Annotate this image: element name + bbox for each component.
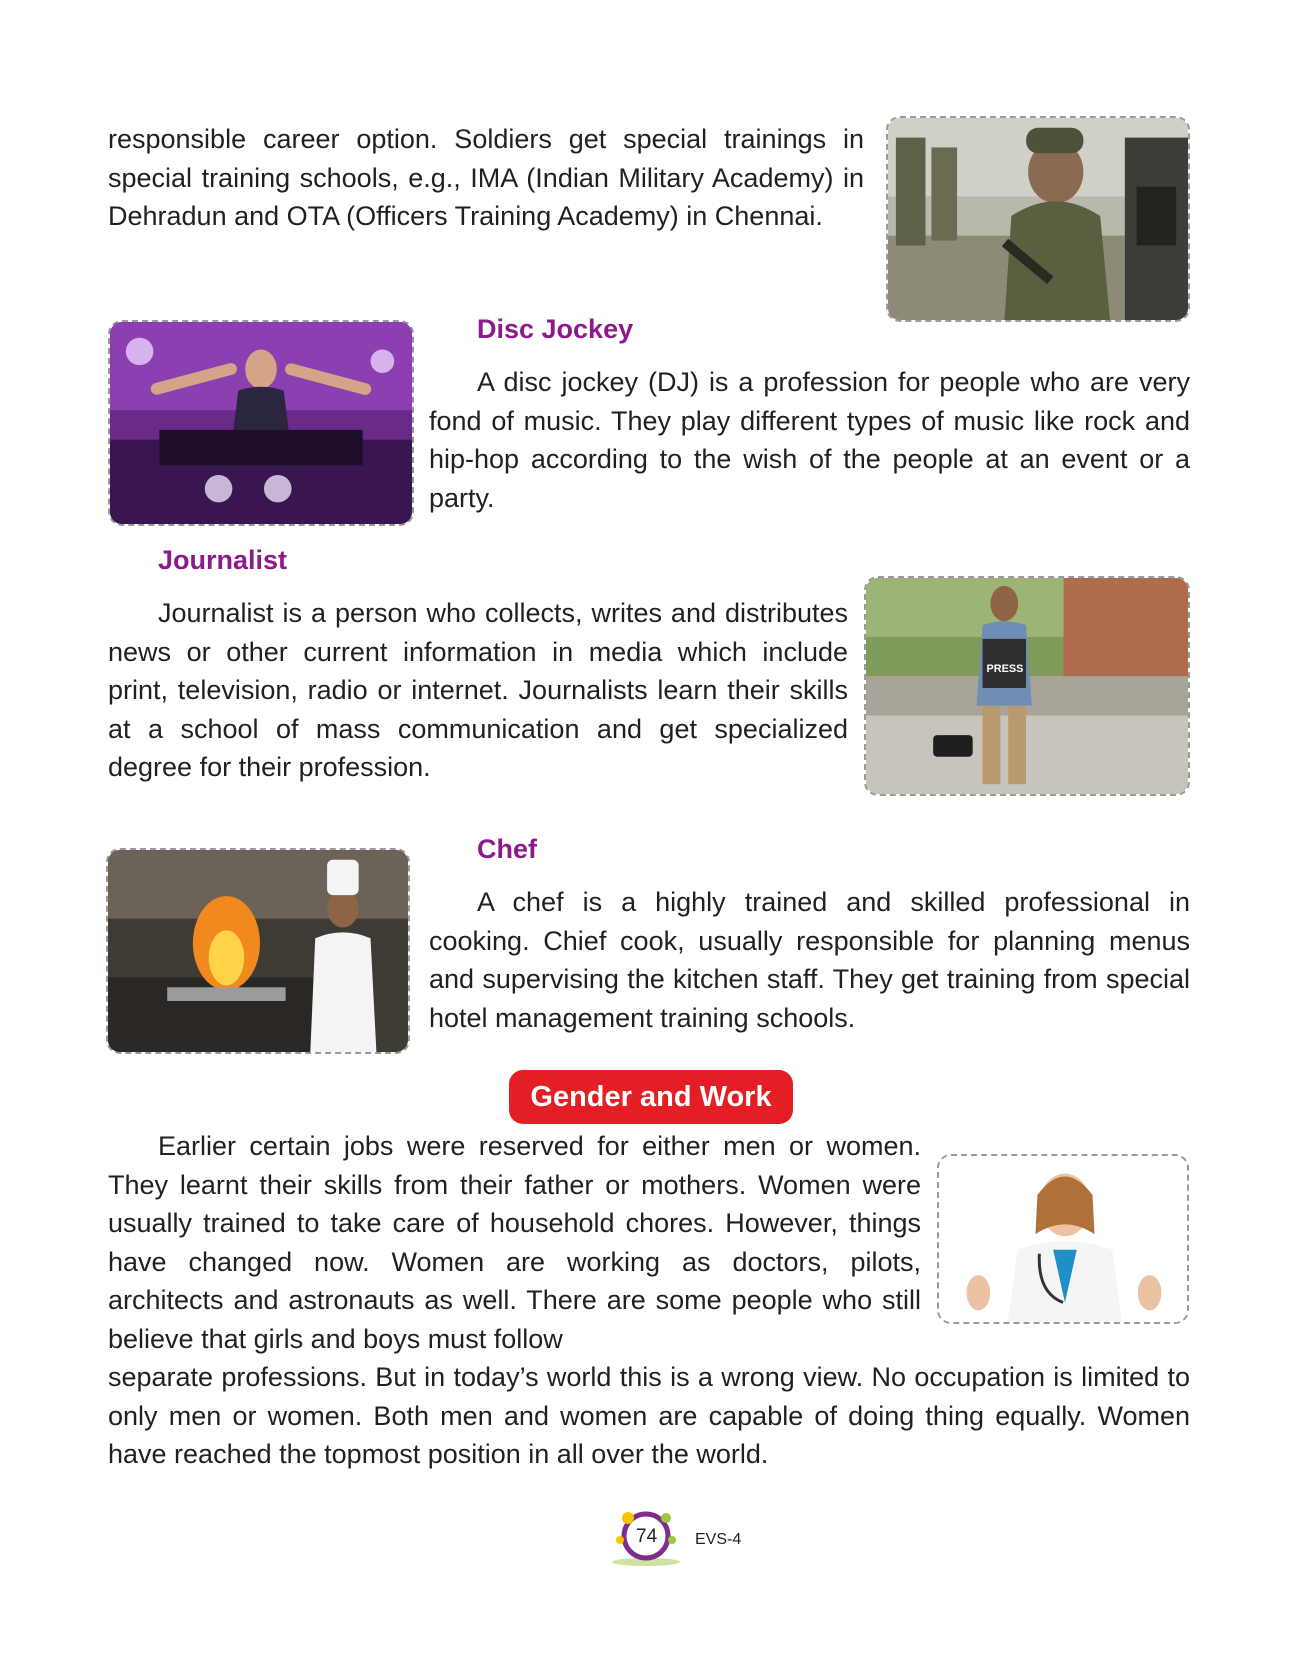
chef-heading: Chef: [477, 834, 537, 864]
soldier-photo: [886, 116, 1190, 322]
journalist-photo: [864, 576, 1190, 796]
dj-heading: Disc Jockey: [477, 314, 634, 344]
chef-photo: [106, 848, 410, 1054]
book-code: EVS-4: [695, 1531, 742, 1548]
dj-paragraph: A disc jockey (DJ) is a profession for people who are very fond of music. They play different types of music like rock and hip-hop according to the wish of the people at an event or a party.: [429, 367, 1190, 513]
journalist-paragraph: Journalist is a person who collects, writes and distributes news or other current information in media which include print, television, radio or internet. Journalists learn their skills at a school of mass communication and get specialized degree for their profession.: [108, 598, 848, 782]
gender-and-work-heading: Gender and Work: [509, 1070, 793, 1124]
gender-paragraph-full: separate professions. But in today’s world this is a wrong view. No occupation is limited to only men or women. Both men and women are capable of doing thing equally. Women have reached the topmost position in all over the world.: [108, 1362, 1190, 1469]
press-vest-label: PRESS: [986, 663, 1024, 676]
journalist-heading: Journalist: [158, 545, 288, 575]
soldier-paragraph: responsible career option. Soldiers get special trainings in special training schools, e.g., IMA (Indian Military Academy) in Dehradun and OTA (Officers Training Academy) in Chennai.: [108, 124, 864, 231]
chef-paragraph: A chef is a highly trained and skilled professional in cooking. Chief cook, usually responsible for planning menus and supervising the kitchen staff. They get training from special hotel management training schools.: [429, 887, 1190, 1033]
page-number: 74: [636, 1526, 658, 1547]
dj-photo: [108, 320, 414, 526]
doctor-photo: [937, 1154, 1189, 1324]
gender-paragraph-wrapped: Earlier certain jobs were reserved for either men or women. They learnt their skills from their father or mothers. Women were usually trained to take care of household chores. However, things have changed now. Women are working as doctors, pilots, architects and astronauts as well. There are some people who still believe that girls and boys must follow: [108, 1131, 921, 1354]
